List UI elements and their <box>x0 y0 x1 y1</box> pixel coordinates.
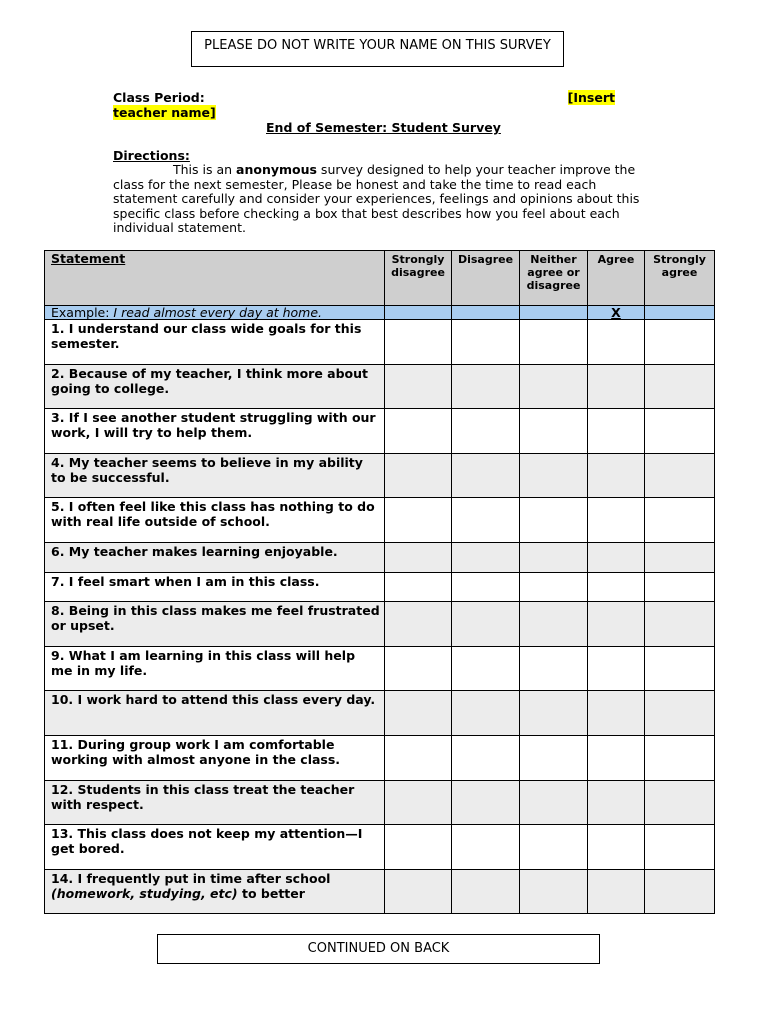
response-checkbox-strongly-disagree[interactable] <box>385 542 452 572</box>
response-checkbox-strongly-agree[interactable] <box>645 572 715 602</box>
response-checkbox-agree[interactable] <box>588 691 645 736</box>
response-checkbox-strongly-disagree[interactable] <box>385 453 452 498</box>
continued-on-back <box>157 934 600 964</box>
response-checkbox-neither[interactable] <box>520 542 588 572</box>
column-header-strongly-agree: Strongly agree <box>645 251 715 306</box>
response-checkbox-agree[interactable] <box>588 646 645 691</box>
continued-text: CONTINUED ON BACK <box>307 941 450 956</box>
response-checkbox-strongly-agree[interactable] <box>645 453 715 498</box>
table-row <box>45 691 715 736</box>
response-checkbox-disagree[interactable] <box>452 602 520 647</box>
table-row <box>45 780 715 825</box>
example-cell-strongly-disagree <box>385 306 452 320</box>
table-row <box>45 735 715 780</box>
response-checkbox-neither[interactable] <box>520 825 588 870</box>
response-checkbox-neither[interactable] <box>520 453 588 498</box>
column-header-neither: Neither agree or disagree <box>520 251 588 306</box>
survey-table <box>44 250 715 914</box>
example-cell-strongly-agree <box>645 306 715 320</box>
statement-cell: 5. I often feel like this class has nothing to do with real life outside of school. <box>45 498 385 543</box>
table-row <box>45 542 715 572</box>
response-checkbox-agree[interactable] <box>588 780 645 825</box>
response-checkbox-strongly-agree[interactable] <box>645 691 715 736</box>
response-checkbox-agree[interactable] <box>588 735 645 780</box>
example-mark: X <box>588 306 645 320</box>
directions-text <box>113 163 658 236</box>
teacher-insert-placeholder-end: teacher name] <box>113 105 216 120</box>
response-checkbox-agree[interactable] <box>588 409 645 454</box>
table-row <box>45 498 715 543</box>
directions-text-start: This is an <box>173 162 237 177</box>
response-checkbox-strongly-agree[interactable] <box>645 735 715 780</box>
response-checkbox-disagree[interactable] <box>452 825 520 870</box>
response-checkbox-disagree[interactable] <box>452 691 520 736</box>
statement-cell: 2. Because of my teacher, I think more about going to college. <box>45 364 385 409</box>
response-checkbox-agree[interactable] <box>588 320 645 365</box>
response-checkbox-disagree[interactable] <box>452 364 520 409</box>
response-checkbox-neither[interactable] <box>520 869 588 914</box>
response-checkbox-disagree[interactable] <box>452 453 520 498</box>
anonymity-notice <box>191 31 564 67</box>
table-row <box>45 869 715 914</box>
response-checkbox-neither[interactable] <box>520 409 588 454</box>
response-checkbox-neither[interactable] <box>520 735 588 780</box>
response-checkbox-disagree[interactable] <box>452 409 520 454</box>
response-checkbox-strongly-disagree[interactable] <box>385 825 452 870</box>
example-cell-neither <box>520 306 588 320</box>
example-cell-disagree <box>452 306 520 320</box>
response-checkbox-strongly-agree[interactable] <box>645 498 715 543</box>
response-checkbox-agree[interactable] <box>588 825 645 870</box>
class-period-label: Class Period: <box>113 90 205 105</box>
response-checkbox-strongly-agree[interactable] <box>645 602 715 647</box>
response-checkbox-strongly-disagree[interactable] <box>385 572 452 602</box>
response-checkbox-disagree[interactable] <box>452 320 520 365</box>
response-checkbox-strongly-agree[interactable] <box>645 646 715 691</box>
class-info-row <box>113 90 615 105</box>
response-checkbox-neither[interactable] <box>520 780 588 825</box>
table-row <box>45 364 715 409</box>
response-checkbox-strongly-disagree[interactable] <box>385 780 452 825</box>
response-checkbox-neither[interactable] <box>520 498 588 543</box>
statement-cell: 6. My teacher makes learning enjoyable. <box>45 542 385 572</box>
response-checkbox-strongly-disagree[interactable] <box>385 498 452 543</box>
response-checkbox-agree[interactable] <box>588 572 645 602</box>
response-checkbox-agree[interactable] <box>588 869 645 914</box>
response-checkbox-strongly-agree[interactable] <box>645 780 715 825</box>
response-checkbox-strongly-agree[interactable] <box>645 869 715 914</box>
response-checkbox-neither[interactable] <box>520 646 588 691</box>
survey-title: End of Semester: Student Survey <box>266 120 501 135</box>
response-checkbox-strongly-disagree[interactable] <box>385 869 452 914</box>
response-checkbox-neither[interactable] <box>520 602 588 647</box>
table-row <box>45 320 715 365</box>
table-row <box>45 409 715 454</box>
table-row <box>45 453 715 498</box>
response-checkbox-disagree[interactable] <box>452 572 520 602</box>
response-checkbox-agree[interactable] <box>588 364 645 409</box>
statement-cell: 1. I understand our class wide goals for this semester. <box>45 320 385 365</box>
response-checkbox-disagree[interactable] <box>452 780 520 825</box>
response-checkbox-strongly-agree[interactable] <box>645 409 715 454</box>
response-checkbox-disagree[interactable] <box>452 542 520 572</box>
response-checkbox-strongly-disagree[interactable] <box>385 602 452 647</box>
column-header-strongly-disagree: Strongly disagree <box>385 251 452 306</box>
response-checkbox-agree[interactable] <box>588 602 645 647</box>
directions-emphasis: anonymous <box>236 162 317 177</box>
column-header-disagree: Disagree <box>452 251 520 306</box>
response-checkbox-disagree[interactable] <box>452 498 520 543</box>
statement-cell: 10. I work hard to attend this class every day. <box>45 691 385 736</box>
statement-cell: 9. What I am learning in this class will help me in my life. <box>45 646 385 691</box>
statement-cell: 4. My teacher seems to believe in my ability to be successful. <box>45 453 385 498</box>
response-checkbox-strongly-agree[interactable] <box>645 364 715 409</box>
response-checkbox-neither[interactable] <box>520 320 588 365</box>
response-checkbox-strongly-disagree[interactable] <box>385 646 452 691</box>
response-checkbox-strongly-disagree[interactable] <box>385 409 452 454</box>
table-row <box>45 602 715 647</box>
directions-heading: Directions: <box>113 148 190 163</box>
response-checkbox-strongly-disagree[interactable] <box>385 320 452 365</box>
response-checkbox-strongly-disagree[interactable] <box>385 691 452 736</box>
directions-text-end: survey designed to help your teacher improve the class for the next semester, Please be honest and take the time to read each statement carefully and consider your experiences, feelings and opinions about this specific class before checking a box that best describes how you feel about each individual statement. <box>113 162 640 235</box>
statement-cell: 12. Students in this class treat the teacher with respect. <box>45 780 385 825</box>
response-checkbox-strongly-disagree[interactable] <box>385 735 452 780</box>
response-checkbox-strongly-disagree[interactable] <box>385 364 452 409</box>
example-statement: Example: I read almost every day at home. <box>45 306 385 320</box>
response-checkbox-agree[interactable] <box>588 453 645 498</box>
response-checkbox-agree[interactable] <box>588 542 645 572</box>
statement-cell: 8. Being in this class makes me feel frustrated or upset. <box>45 602 385 647</box>
response-checkbox-neither[interactable] <box>520 364 588 409</box>
teacher-insert-placeholder-start: [Insert <box>567 90 615 105</box>
anonymity-notice-text: PLEASE DO NOT WRITE YOUR NAME ON THIS SURVEY <box>204 38 551 53</box>
response-checkbox-strongly-agree[interactable] <box>645 542 715 572</box>
response-checkbox-neither[interactable] <box>520 572 588 602</box>
statement-cell: 7. I feel smart when I am in this class. <box>45 572 385 602</box>
table-row <box>45 825 715 870</box>
example-row <box>45 306 715 320</box>
column-header-statement: Statement <box>45 251 385 306</box>
table-header-row <box>45 251 715 306</box>
response-checkbox-disagree[interactable] <box>452 646 520 691</box>
response-checkbox-neither[interactable] <box>520 691 588 736</box>
response-checkbox-strongly-agree[interactable] <box>645 825 715 870</box>
response-checkbox-strongly-agree[interactable] <box>645 320 715 365</box>
table-row <box>45 646 715 691</box>
response-checkbox-disagree[interactable] <box>452 735 520 780</box>
statement-cell: 13. This class does not keep my attention—I get bored. <box>45 825 385 870</box>
response-checkbox-agree[interactable] <box>588 498 645 543</box>
table-row <box>45 572 715 602</box>
response-checkbox-disagree[interactable] <box>452 869 520 914</box>
statement-cell: 3. If I see another student struggling with our work, I will try to help them. <box>45 409 385 454</box>
statement-cell: 14. I frequently put in time after school (homework, studying, etc) to better <box>45 869 385 914</box>
column-header-agree: Agree <box>588 251 645 306</box>
statement-cell: 11. During group work I am comfortable working with almost anyone in the class. <box>45 735 385 780</box>
